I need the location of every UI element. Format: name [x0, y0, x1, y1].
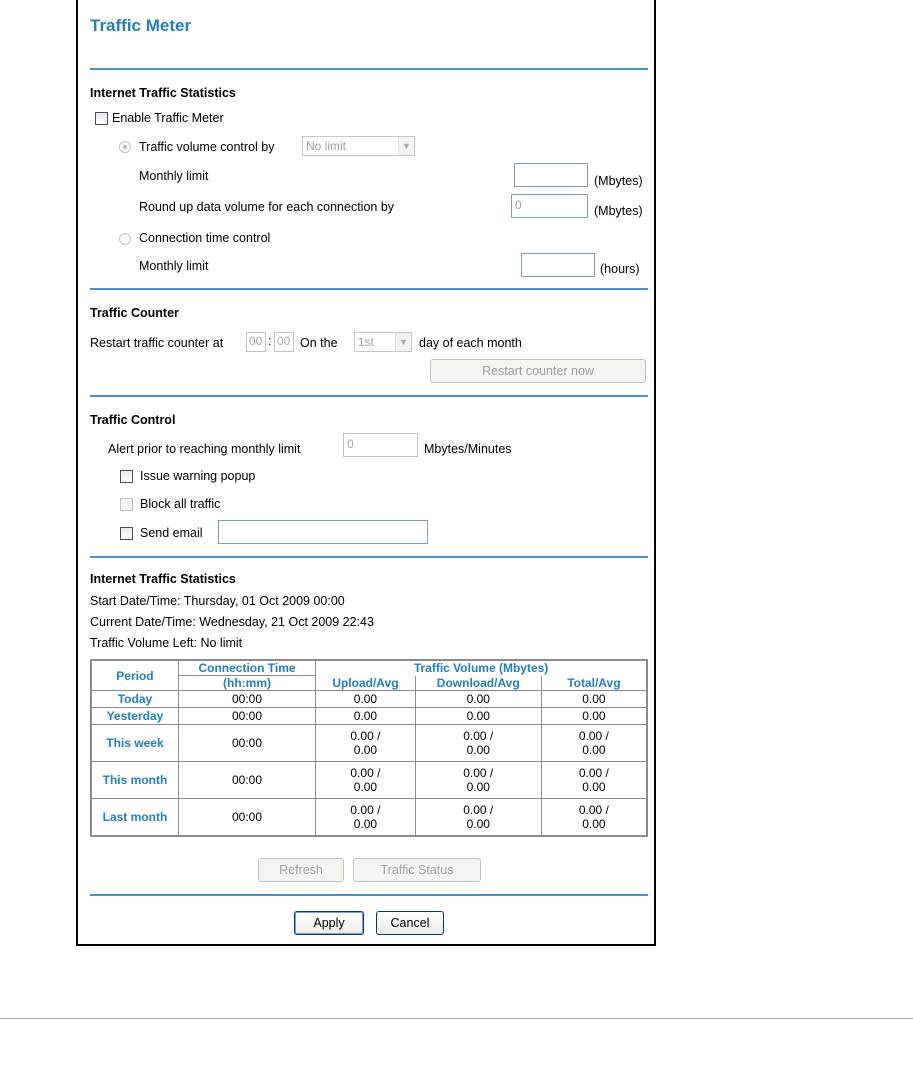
traffic-status-button[interactable]: Traffic Status: [353, 858, 481, 882]
time-monthly-limit-input[interactable]: [521, 253, 595, 277]
row-upload-value: 0.00 /: [350, 729, 381, 743]
volume-control-select-value: No limit: [306, 139, 347, 153]
header-connection-time: Connection Time: [178, 660, 315, 676]
restart-counter-label: Restart traffic counter at: [90, 336, 224, 350]
row-total: [541, 799, 647, 836]
row-total-value: 0.00 /: [578, 802, 609, 817]
header-download: Download/Avg: [415, 676, 541, 691]
row-upload: [316, 799, 416, 836]
separator: [90, 894, 648, 896]
day-suffix-label: day of each month: [419, 336, 522, 350]
row-upload: [316, 762, 416, 799]
table-row: [91, 725, 647, 762]
row-time: 00:00: [178, 799, 315, 836]
send-email-label: Send email: [140, 526, 203, 540]
row-total-avg: 0.00: [582, 743, 606, 757]
counter-day-select[interactable]: [354, 332, 412, 352]
block-traffic-label: Block all traffic: [140, 497, 221, 511]
header-upload: Upload/Avg: [316, 676, 416, 691]
enable-traffic-meter-label: Enable Traffic Meter: [112, 111, 224, 125]
table-header-row: [91, 660, 647, 676]
chevron-down-icon: ▼: [398, 137, 414, 155]
row-period: Today: [91, 691, 178, 708]
current-date: Current Date/Time: Wednesday, 21 Oct 2009 22:43: [90, 615, 374, 629]
time-colon: :: [268, 334, 272, 348]
statistics-heading: Internet Traffic Statistics: [90, 572, 236, 586]
traffic-control-heading: Traffic Control: [90, 413, 176, 427]
row-total: [541, 725, 647, 762]
chevron-down-icon: ▼: [395, 333, 411, 351]
row-upload: [316, 725, 416, 762]
separator: [90, 288, 648, 290]
row-total-avg: 0.00: [582, 780, 606, 794]
time-control-label: Connection time control: [139, 231, 271, 245]
volume-control-label: Traffic volume control by: [139, 140, 275, 154]
round-up-unit: (Mbytes): [594, 204, 643, 218]
header-total: Total/Avg: [541, 676, 647, 691]
row-time: 00:00: [178, 725, 315, 762]
internet-stats-heading: Internet Traffic Statistics: [90, 86, 236, 100]
header-connection-time-unit: (hh:mm): [178, 676, 315, 691]
monthly-limit-input[interactable]: [514, 163, 588, 187]
row-download-value: 0.00 /: [463, 766, 494, 780]
row-total: 0.00: [541, 691, 647, 708]
cancel-button[interactable]: Cancel: [376, 911, 444, 935]
enable-traffic-meter-checkbox[interactable]: [95, 112, 108, 125]
row-total-avg: 0.00: [582, 816, 606, 831]
table-row: [91, 691, 647, 708]
start-date: Start Date/Time: Thursday, 01 Oct 2009 00:00: [90, 594, 345, 608]
round-up-input[interactable]: 0: [511, 194, 588, 218]
volume-left: Traffic Volume Left: No limit: [90, 636, 243, 650]
row-download: 0.00: [415, 708, 541, 725]
row-upload-value: 0.00 /: [350, 766, 381, 780]
row-period: Yesterday: [91, 708, 178, 725]
row-time: 00:00: [178, 691, 315, 708]
separator: [90, 556, 648, 558]
row-total: 0.00: [541, 708, 647, 725]
refresh-button[interactable]: Refresh: [258, 858, 344, 882]
row-download-avg: 0.00: [466, 816, 490, 831]
row-period: This month: [91, 762, 178, 799]
alert-input[interactable]: 0: [343, 433, 418, 457]
volume-control-radio[interactable]: [119, 141, 131, 153]
counter-minute-input[interactable]: 00: [274, 332, 294, 352]
time-control-radio[interactable]: [119, 233, 131, 245]
row-period: This week: [91, 725, 178, 762]
row-download-avg: 0.00: [466, 780, 490, 794]
apply-button[interactable]: Apply: [294, 911, 364, 935]
on-the-label: On the: [300, 336, 338, 350]
traffic-counter-heading: Traffic Counter: [90, 306, 179, 320]
monthly-limit-label: Monthly limit: [139, 169, 209, 183]
send-email-checkbox[interactable]: [120, 527, 133, 540]
send-email-input[interactable]: [218, 520, 428, 544]
separator: [90, 68, 648, 70]
page-title: Traffic Meter: [90, 16, 192, 35]
warning-popup-label: Issue warning popup: [140, 469, 256, 483]
row-upload-avg: 0.00: [353, 780, 378, 794]
time-monthly-limit-label: Monthly limit: [139, 259, 209, 273]
row-download: [415, 725, 541, 762]
round-up-label: Round up data volume for each connection by: [139, 200, 395, 214]
block-traffic-checkbox[interactable]: [120, 498, 133, 511]
table-row: [91, 708, 647, 725]
separator: [90, 395, 648, 397]
row-period: Last month: [91, 799, 178, 836]
row-download-value: 0.00 /: [463, 729, 494, 743]
row-upload-avg: 0.00: [353, 816, 378, 831]
monthly-limit-unit: (Mbytes): [594, 174, 643, 188]
row-download: 0.00: [415, 691, 541, 708]
row-upload: 0.00: [316, 691, 416, 708]
time-monthly-limit-unit: (hours): [600, 262, 640, 276]
traffic-meter-panel: [76, 0, 656, 946]
row-total-value: 0.00 /: [578, 766, 609, 780]
volume-control-select[interactable]: [302, 136, 415, 156]
row-time: 00:00: [178, 762, 315, 799]
header-period: Period: [91, 660, 178, 691]
row-download-value: 0.00 /: [463, 802, 494, 817]
row-time: 00:00: [178, 708, 315, 725]
warning-popup-checkbox[interactable]: [120, 470, 133, 483]
table-row: [91, 762, 647, 799]
radio-dot-icon: [123, 145, 127, 149]
row-upload: 0.00: [316, 708, 416, 725]
row-download: [415, 762, 541, 799]
alert-label: Alert prior to reaching monthly limit: [108, 442, 301, 456]
page-divider: [0, 1018, 913, 1019]
row-download: [415, 799, 541, 836]
row-download-avg: 0.00: [466, 743, 490, 757]
header-traffic-volume: Traffic Volume (Mbytes): [316, 660, 647, 676]
row-upload-avg: 0.00: [353, 743, 378, 757]
counter-day-select-value: 1st: [358, 335, 375, 349]
alert-unit: Mbytes/Minutes: [424, 442, 512, 456]
row-total-value: 0.00 /: [578, 729, 609, 743]
counter-hour-input[interactable]: 00: [246, 332, 266, 352]
row-total: [541, 762, 647, 799]
traffic-statistics-table: [90, 659, 648, 837]
table-row: [91, 799, 647, 836]
restart-counter-button[interactable]: Restart counter now: [430, 359, 646, 383]
row-upload-value: 0.00 /: [350, 802, 381, 817]
